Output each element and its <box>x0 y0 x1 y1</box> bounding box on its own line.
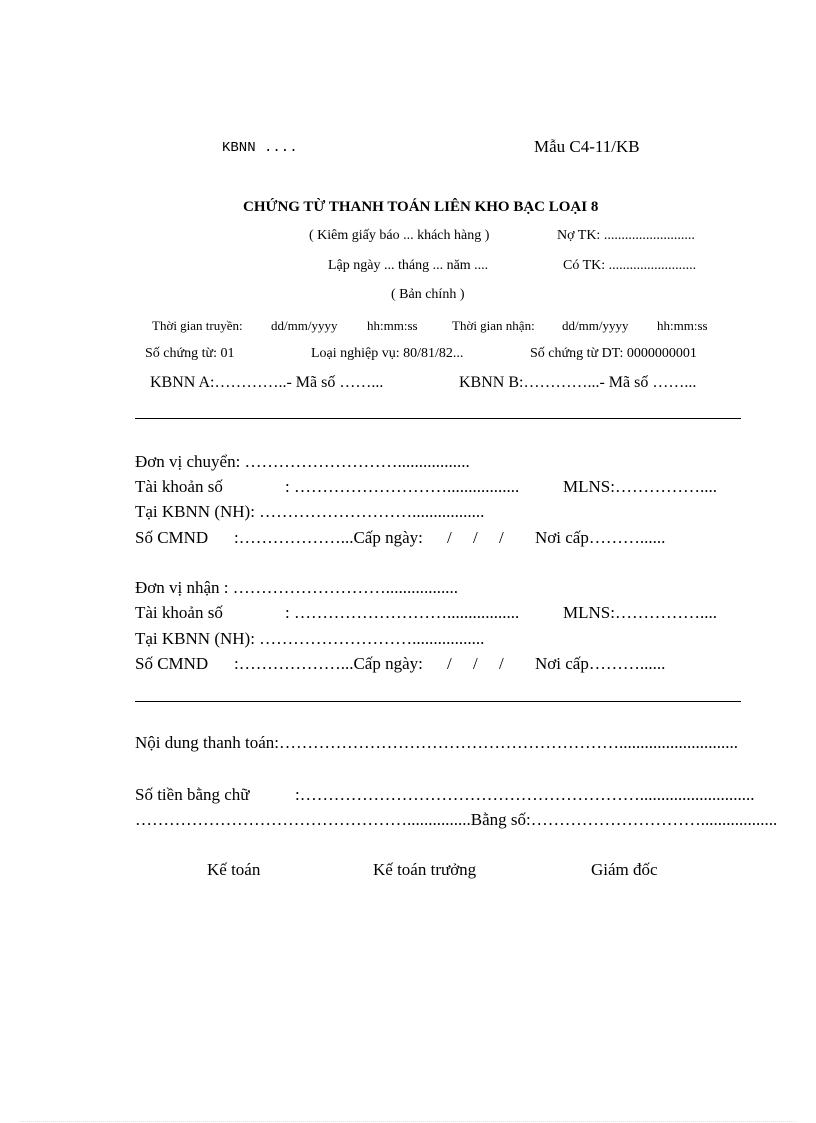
received-time: hh:mm:ss <box>657 318 708 333</box>
sent-time: hh:mm:ss <box>367 318 418 333</box>
receiver-id-label: Số CMND <box>135 654 209 673</box>
debit-account: Nợ TK: .......................... <box>557 228 695 243</box>
signature-chief-accountant: Kế toán trưởng <box>373 860 477 879</box>
sent-time-label: Thời gian truyền: <box>152 318 243 333</box>
receiver-mlns: MLNS:…………….... <box>563 603 717 622</box>
voucher-number: Số chứng từ: 01 <box>145 346 235 361</box>
page-bottom-border <box>20 1121 796 1122</box>
sender-bank: Tại KBNN (NH): ………………………................. <box>135 502 485 521</box>
receiver-account-value: : ………………………................. <box>285 603 520 622</box>
receiver-issued-place: Nơi cấp………...... <box>535 654 666 673</box>
divider-top <box>135 418 741 419</box>
received-time-label: Thời gian nhận: <box>452 318 535 333</box>
document-title: CHỨNG TỪ THANH TOÁN LIÊN KHO BẠC LOẠI 8 <box>243 199 599 215</box>
amount-words-value: :……………………………………………………........................... <box>295 785 755 804</box>
received-date: dd/mm/yyyy <box>562 318 629 333</box>
divider-bottom <box>135 701 741 702</box>
sender-account-label: Tài khoản số <box>135 477 223 496</box>
payment-content: Nội dung thanh toán:……………………………………………………............................ <box>135 733 739 752</box>
kbnn-header: KBNN .... <box>222 140 298 156</box>
business-type: Loại nghiệp vụ: 80/81/82... <box>311 346 464 361</box>
sender-mlns: MLNS:…………….... <box>563 477 717 496</box>
sender-date-slashes: / / / <box>447 528 504 547</box>
copy-label: ( Bản chính ) <box>391 287 465 302</box>
sent-date: dd/mm/yyyy <box>271 318 338 333</box>
sender-id-label: Số CMND <box>135 528 209 547</box>
amount-words-label: Số tiền bằng chữ <box>135 785 250 804</box>
amount-figures: …………………………………………...............Bằng số:………………………….................. <box>135 810 778 829</box>
credit-account: Có TK: ......................... <box>563 258 697 273</box>
sender-id-value: :………………...Cấp ngày: <box>234 528 423 547</box>
receiver-account-label: Tài khoản số <box>135 603 223 622</box>
kbnn-a: KBNN A:…………..- Mã số ……... <box>150 374 384 391</box>
date-line: Lập ngày ... tháng ... năm .... <box>328 258 489 273</box>
signature-accountant: Kế toán <box>207 860 261 879</box>
sender-issued-place: Nơi cấp………...... <box>535 528 666 547</box>
form-code: Mẫu C4-11/KB <box>534 137 640 156</box>
sender-account-value: : ………………………................. <box>285 477 520 496</box>
sender-unit: Đơn vị chuyển: ………………………................. <box>135 452 470 471</box>
receiver-id-value: :………………...Cấp ngày: <box>234 654 423 673</box>
receiver-date-slashes: / / / <box>447 654 504 673</box>
receiver-bank: Tại KBNN (NH): ………………………................. <box>135 629 485 648</box>
dt-voucher-number: Số chứng từ DT: 0000000001 <box>530 346 697 361</box>
kbnn-b: KBNN B:…………...- Mã số ……... <box>459 374 697 391</box>
receiver-unit: Đơn vị nhận : ………………………................. <box>135 578 459 597</box>
notice-line: ( Kiêm giấy báo ... khách hàng ) <box>309 228 490 243</box>
signature-director: Giám đốc <box>591 860 658 879</box>
